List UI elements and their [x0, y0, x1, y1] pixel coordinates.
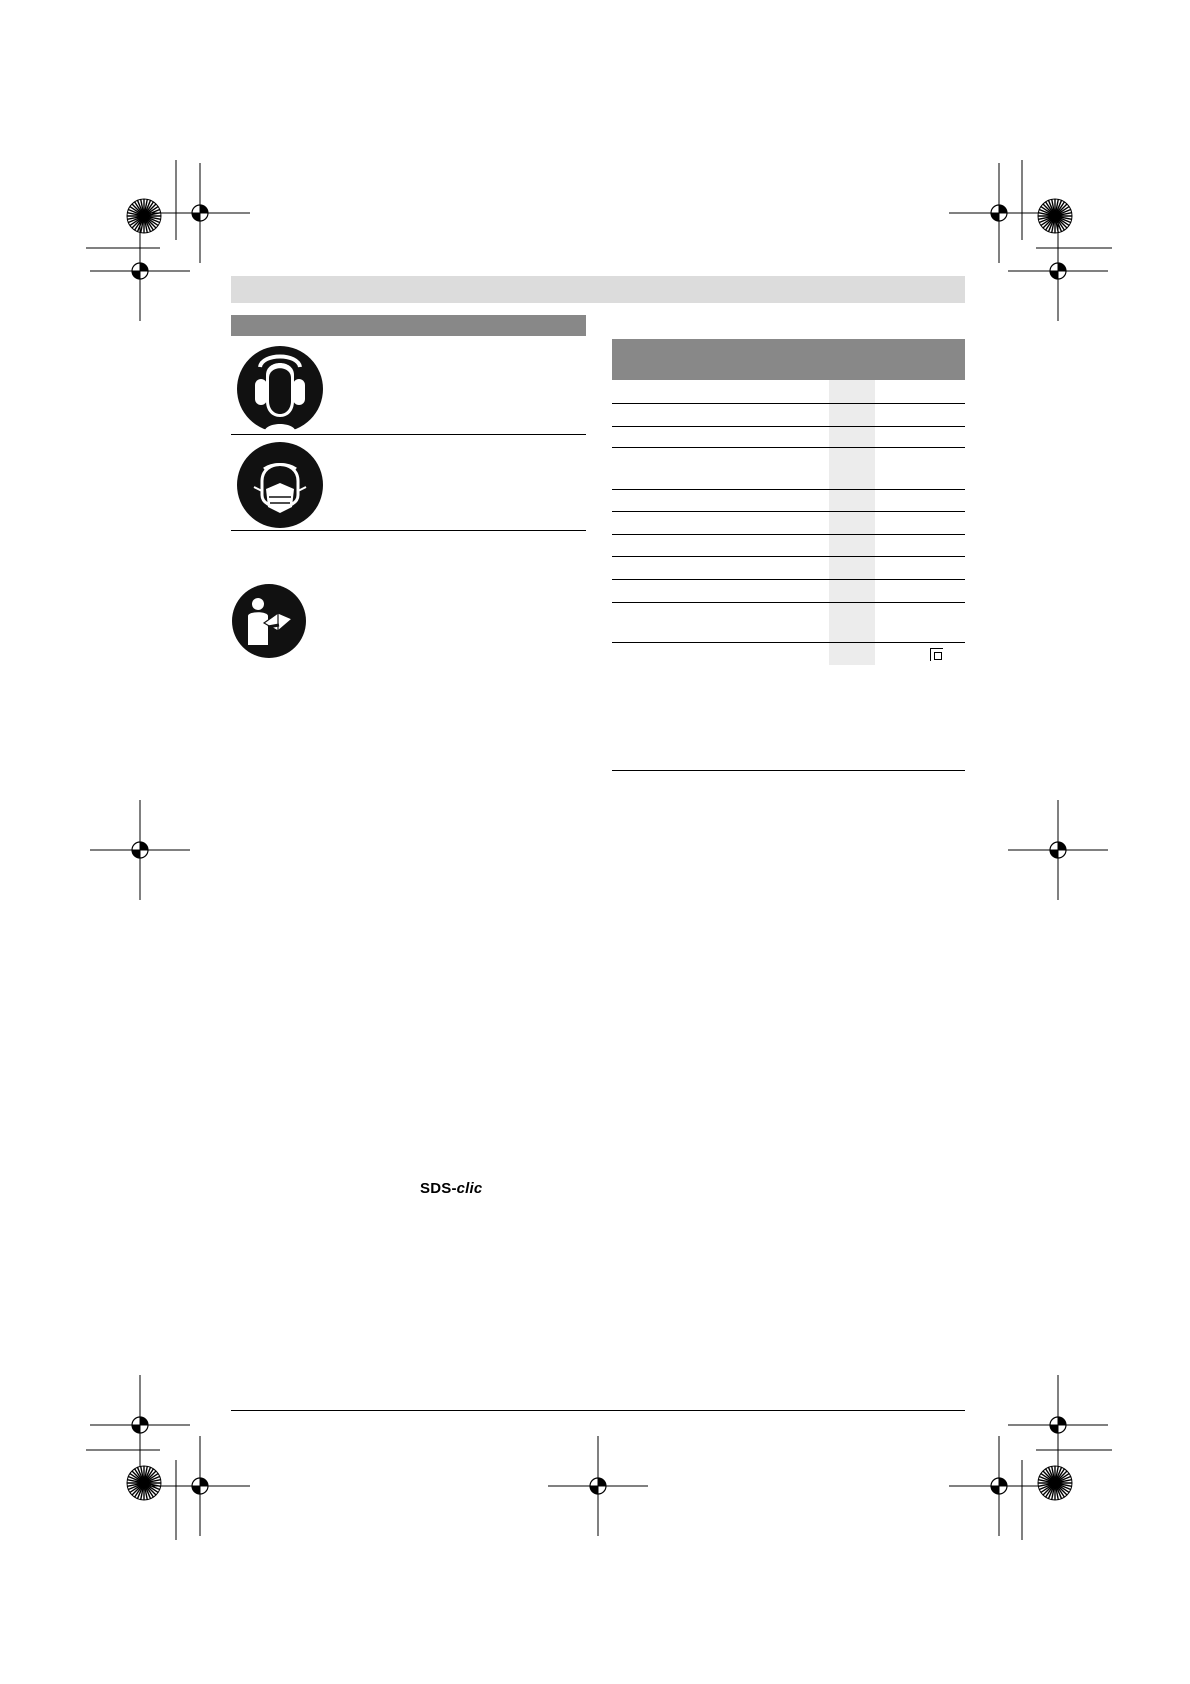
read-manual-icon — [231, 583, 307, 659]
table-row-divider — [612, 489, 965, 490]
table-row-divider — [612, 447, 965, 448]
class-ii-double-insulation-icon — [930, 648, 943, 661]
ear-protection-icon — [236, 345, 324, 433]
sds-clic-logo: SDS-clic — [420, 1180, 483, 1197]
page-footer-rule — [231, 1410, 965, 1411]
table-row-divider — [612, 426, 965, 427]
technical-data-table-header — [612, 339, 965, 380]
table-bottom-rule — [612, 770, 965, 771]
table-row-divider — [612, 403, 965, 404]
table-row-divider — [612, 642, 965, 643]
table-row-divider — [612, 534, 965, 535]
table-row-divider — [612, 556, 965, 557]
symbols-section-header — [231, 315, 586, 336]
dust-mask-icon — [236, 441, 324, 529]
table-row-divider — [612, 579, 965, 580]
table-row-divider — [612, 602, 965, 603]
page-header-band — [231, 276, 965, 303]
symbol-divider — [231, 434, 586, 435]
table-row-divider — [612, 511, 965, 512]
symbol-divider — [231, 530, 586, 531]
technical-data-table-shaded-column — [829, 380, 875, 665]
